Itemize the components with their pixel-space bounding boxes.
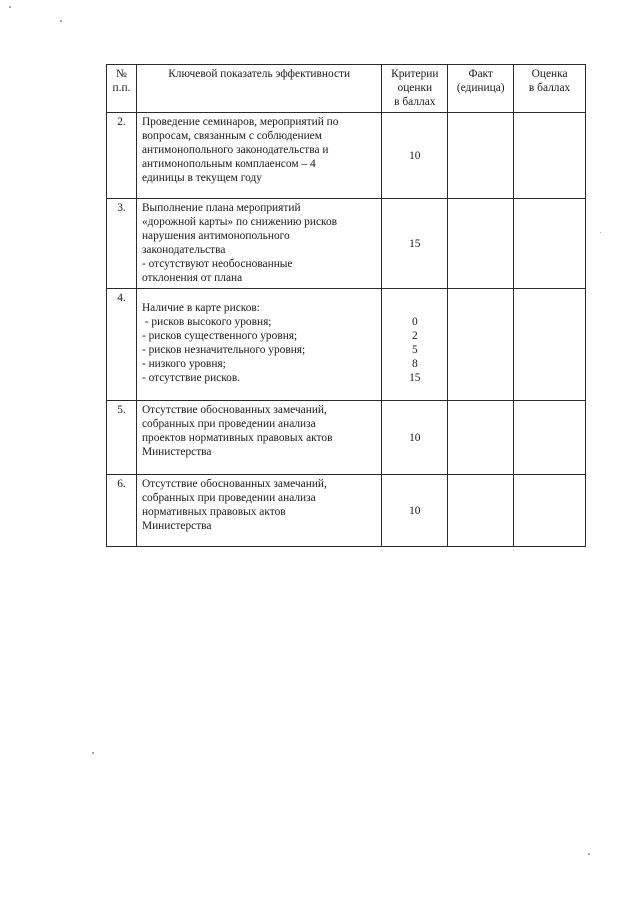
header-criteria: Критерии оценки в баллах: [382, 65, 448, 113]
row-criteria: 10: [382, 401, 448, 475]
row-criteria: 15: [382, 199, 448, 289]
row-score-cell: [514, 289, 586, 401]
row-number: 2.: [107, 113, 137, 199]
table-row: [107, 113, 586, 199]
criteria-value: 8: [411, 358, 418, 370]
row-score-cell: [514, 401, 586, 475]
table-row: [107, 199, 586, 289]
row-score-cell: [514, 199, 586, 289]
row-indicator: Отсутствие обоснованных замечаний, собранных при проведении анализа проектов нормативных правовых актов Министерства: [136, 401, 381, 475]
criteria-value: 15: [409, 372, 421, 384]
scan-speck: [588, 853, 590, 855]
row-indicator: Выполнение плана мероприятий «дорожной карты» по снижению рисков нарушения антимонопольного законодательства - отсутствуют необоснованные отклонения от плана: [136, 199, 381, 289]
table-header-row: [107, 65, 586, 113]
row-number: 5.: [107, 401, 137, 475]
scan-speck: [600, 232, 601, 233]
kpi-table: [106, 64, 586, 547]
row-fact-cell: [448, 199, 514, 289]
row-number: 6.: [107, 475, 137, 547]
header-indicator: Ключевой показатель эффективности: [136, 65, 381, 113]
row-fact-cell: [448, 475, 514, 547]
row-score-cell: [514, 475, 586, 547]
table-row: [107, 289, 586, 401]
header-num: № п.п.: [107, 65, 137, 113]
scan-speck: [92, 752, 94, 754]
row-score-cell: [514, 113, 586, 199]
row-fact-cell: [448, 289, 514, 401]
table-row: [107, 401, 586, 475]
header-score: Оценка в баллах: [514, 65, 586, 113]
row-criteria-list: [382, 289, 448, 401]
row-criteria: 10: [382, 475, 448, 547]
scan-speck: [60, 20, 62, 22]
row-fact-cell: [448, 401, 514, 475]
criteria-value: 5: [411, 344, 418, 356]
row-fact-cell: [448, 113, 514, 199]
row-indicator: Наличие в карте рисков: - рисков высокого уровня; - рисков существенного уровня; - рисков незначительного уровня; - низкого уровня; - отсутствие рисков.: [136, 289, 381, 401]
row-number: 4.: [107, 289, 137, 401]
scan-speck: [9, 6, 11, 8]
row-indicator: Отсутствие обоснованных замечаний, собранных при проведении анализа нормативных правовых актов Министерства: [136, 475, 381, 547]
row-criteria: 10: [382, 113, 448, 199]
criteria-value: 2: [411, 330, 418, 342]
row-indicator: Проведение семинаров, мероприятий по вопросам, связанным с соблюдением антимонопольного законодательства и антимонопольным комплаенсом – 4 единицы в текущем году: [136, 113, 381, 199]
row-number: 3.: [107, 199, 137, 289]
table-row: [107, 475, 586, 547]
criteria-value: 0: [411, 316, 418, 328]
header-fact: Факт (единица): [448, 65, 514, 113]
